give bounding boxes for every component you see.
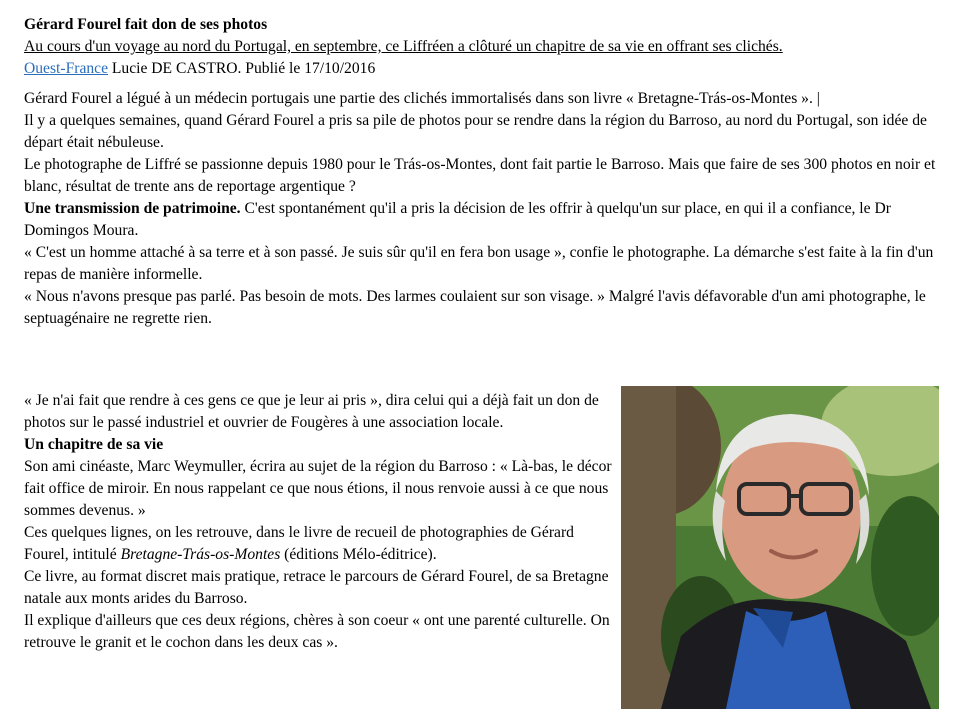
byline [24, 58, 939, 80]
paragraph: « Je n'ai fait que rendre à ces gens ce que je leur ai pris », dira celui qui a déjà fait un don de photos sur le passé industriel et ouvrier de Fougères à une association locale. [24, 392, 599, 431]
section-heading: Un chapitre de sa vie [24, 436, 164, 453]
article-subtitle: Au cours d'un voyage au nord du Portugal, en septembre, ce Liffréen a clôturé un chapitre de sa vie en offrant ses clichés. [24, 38, 783, 55]
section-heading: Une transmission de patrimoine. [24, 200, 241, 217]
paragraph: « C'est un homme attaché à sa terre et à son passé. Je suis sûr qu'il en fera bon usage », confie le photographe. La démarche s'est faite à la fin d'un repas de manière informelle. [24, 244, 934, 283]
paragraph: Une transmission de patrimoine. C'est spontanément qu'il a pris la décision de les offrir à quelqu'un sur place, en qui il a confiance, le Dr Domingos Moura. [24, 200, 891, 239]
paragraph: Son ami cinéaste, Marc Weymuller, écrira au sujet de la région du Barroso : « Là-bas, le décor fait office de miroir. En nous rappelant ce que nous étions, il nous renvoie aussi à ce que nous sommes devenus. » [24, 458, 612, 519]
paragraph: Le photographe de Liffré se passionne depuis 1980 pour le Trás-os-Montes, dont fait partie le Barroso. Mais que faire de ses 300 photos en noir et blanc, résultat de trente ans de reportage argentique ? [24, 156, 936, 195]
article-body [24, 88, 939, 330]
paragraph: Ces quelques lignes, on les retrouve, dans le livre de recueil de photographies de Gérard Fourel, intitulé Bretagne-Trás-os-Montes (éditions Mélo-éditrice). [24, 524, 574, 563]
article-lower-column [24, 390, 616, 654]
book-title: Bretagne-Trás-os-Montes [120, 546, 281, 563]
byline-text: Lucie DE CASTRO. Publié le 17/10/2016 [108, 60, 376, 77]
paragraph: « Nous n'avons presque pas parlé. Pas besoin de mots. Des larmes coulaient sur son visage. » Malgré l'avis défavorable d'un ami photographe, le septuagénaire ne regrette rien. [24, 288, 926, 327]
paragraph: Ce livre, au format discret mais pratique, retrace le parcours de Gérard Fourel, de sa Bretagne natale aux monts arides du Barroso. [24, 568, 609, 607]
source-link[interactable]: Ouest-France [24, 60, 108, 77]
article-header [24, 14, 939, 330]
portrait-photo [621, 386, 939, 709]
paragraph: Il y a quelques semaines, quand Gérard Fourel a pris sa pile de photos pour se rendre dans la région du Barroso, au nord du Portugal, son idée de départ était nébuleuse. [24, 112, 927, 151]
article-title: Gérard Fourel fait don de ses photos [24, 16, 268, 33]
paragraph: Gérard Fourel a légué à un médecin portugais une partie des clichés immortalisés dans son livre « Bretagne-Trás-os-Montes ». | [24, 90, 820, 107]
paragraph: Il explique d'ailleurs que ces deux régions, chères à son coeur « ont une parenté culturelle. On retrouve le granit et le cochon dans les deux cas ». [24, 612, 610, 651]
portrait-illustration [621, 386, 939, 709]
